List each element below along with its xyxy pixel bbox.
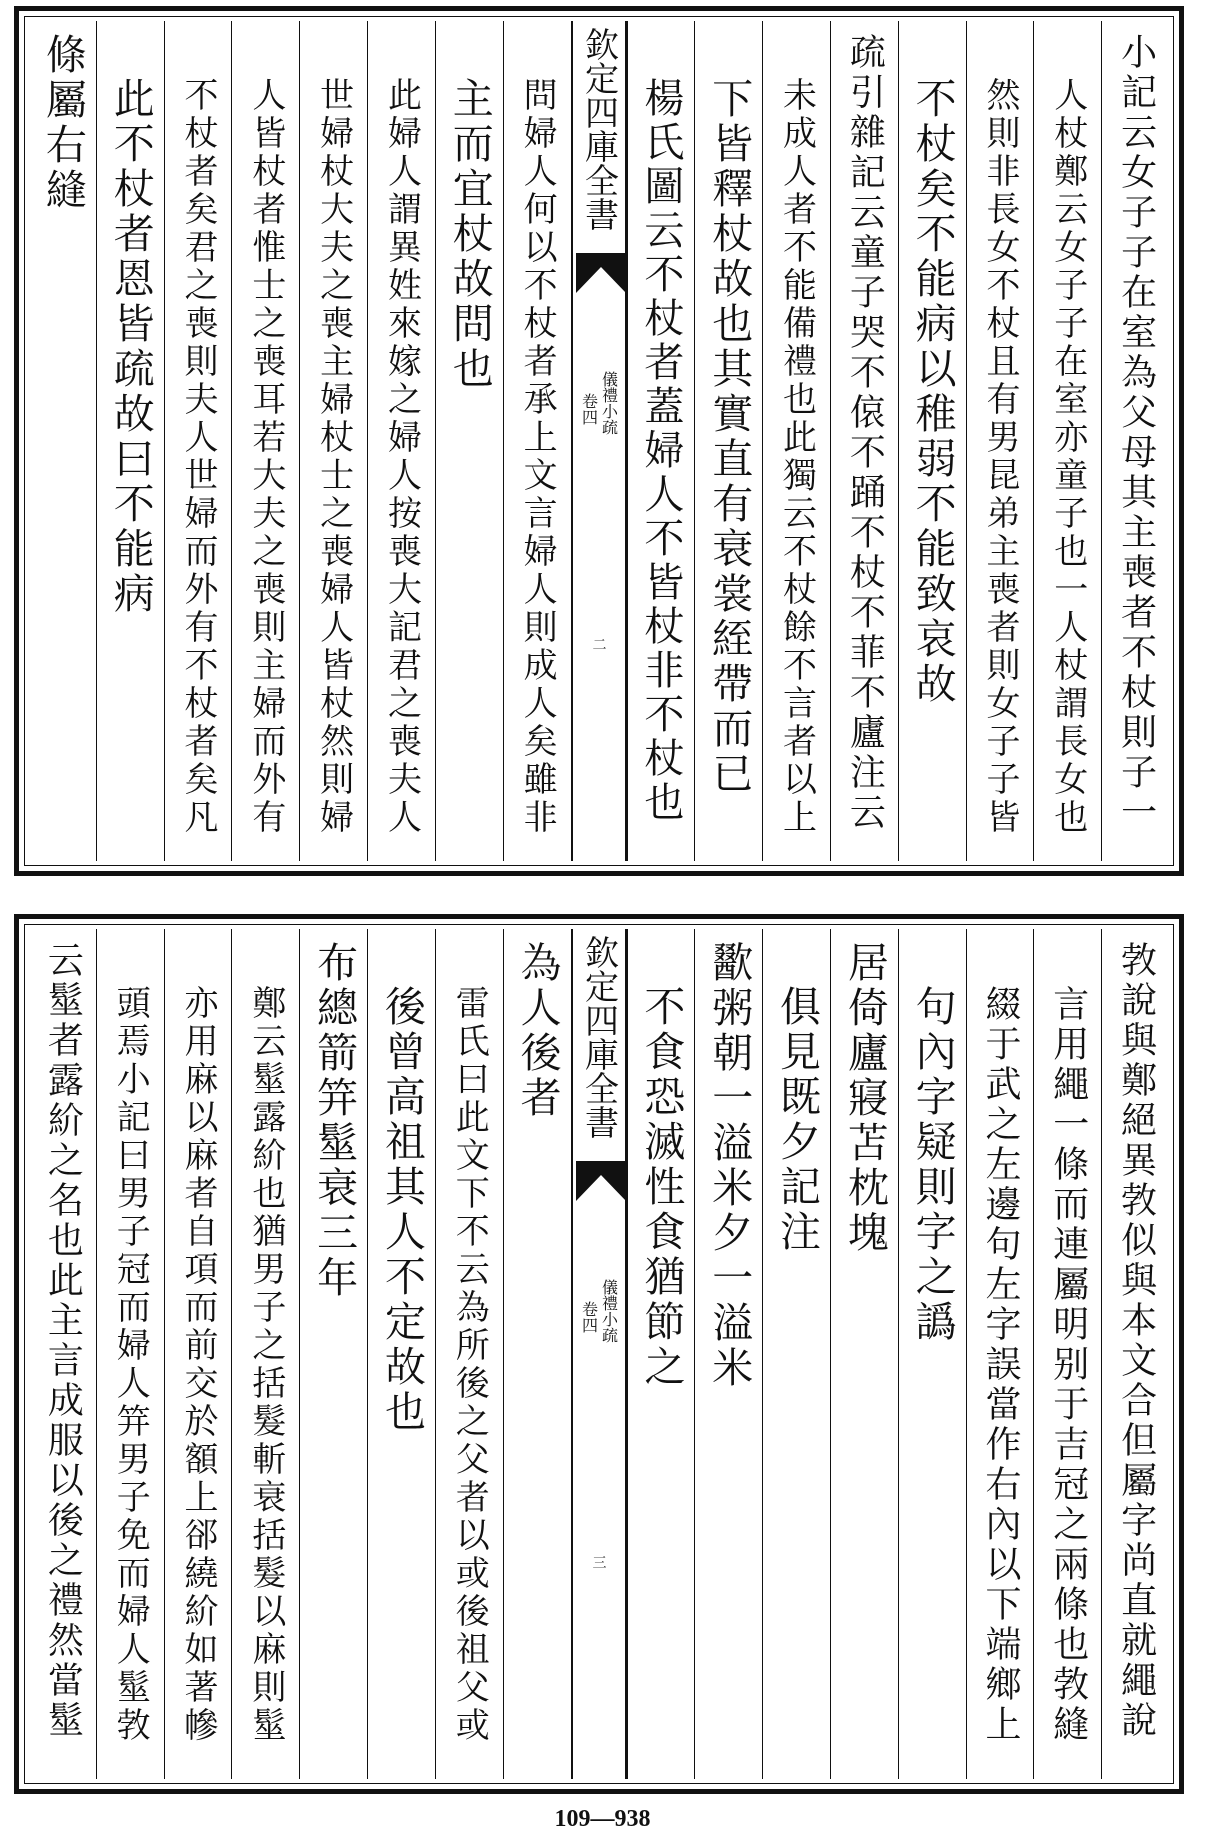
- text-column: [898, 21, 966, 861]
- text-column: [435, 21, 503, 861]
- column-text: 鄭云髽露紒也猶男子之括髮斬衰括髮以麻則髽: [245, 985, 286, 1745]
- text-column: [231, 21, 299, 861]
- upper-page: [14, 6, 1184, 876]
- center-sub-title: 儀禮小疏: [599, 1279, 619, 1343]
- text-column: [503, 929, 571, 1779]
- center-fold-column: [571, 21, 627, 861]
- text-column: [1033, 929, 1101, 1779]
- fishtail-ornament-icon: [576, 253, 626, 293]
- text-column: [694, 929, 762, 1779]
- column-text: 此婦人謂異姓來嫁之婦人按喪大記君之喪夫人: [381, 77, 422, 837]
- column-text: 後曾高祖其人不定故也: [377, 985, 426, 1435]
- column-text: 句內字疑則字之譌: [908, 985, 957, 1345]
- column-text: 居倚廬寢苫枕塊: [840, 941, 889, 1256]
- column-text: 頭焉小記曰男子冠而婦人笄男子免而婦人髽㪍: [110, 985, 151, 1745]
- text-column: [367, 21, 435, 861]
- column-text: 亦用麻以麻者自項而前交於額上郤繞紒如著幓: [178, 985, 219, 1745]
- text-column: [830, 929, 898, 1779]
- column-text: 布總箭笄髽衰三年: [310, 941, 359, 1301]
- column-text: 云髽者露紒之名也此主言成服以後之禮然當髽: [42, 941, 84, 1741]
- text-column: [367, 929, 435, 1779]
- text-column: [299, 929, 367, 1779]
- text-column: [694, 21, 762, 861]
- folio-number: 二: [590, 637, 607, 651]
- text-column: [164, 929, 232, 1779]
- column-text: 為人後者: [513, 941, 562, 1121]
- column-text: 綴于武之左邊句左字誤當作右內以下端鄉上: [979, 985, 1021, 1745]
- text-column: [627, 21, 695, 861]
- column-text: 條屬右縫: [38, 33, 87, 213]
- column-text: 歠粥朝一溢米夕一溢米: [705, 941, 754, 1391]
- text-column: [1101, 929, 1169, 1779]
- center-fold-column: [571, 929, 627, 1779]
- column-text: 主而宜杖故問也: [445, 77, 494, 392]
- column-text: 不杖者矣君之喪則夫人世婦而外有不杖者矣凡: [178, 77, 219, 837]
- fishtail-ornament-icon: [576, 1161, 626, 1201]
- column-text: 人皆杖者惟士之喪耳若大夫之喪則主婦而外有: [245, 77, 286, 837]
- column-text: 言用繩一條而連屬明别于吉冠之兩條也㪍縫: [1047, 985, 1089, 1745]
- column-text: 問婦人何以不杖者承上文言婦人則成人矣雖非: [517, 77, 558, 837]
- text-column: [762, 21, 830, 861]
- column-text: 小記云女子子在室為父母其主喪者不杖則子一: [1115, 33, 1157, 833]
- column-text: 此不杖者恩皆疏故曰不能病: [106, 77, 155, 617]
- lower-page: [14, 914, 1184, 1794]
- text-column: [966, 21, 1034, 861]
- text-column: [627, 929, 695, 1779]
- column-text: 㪍說與鄭絕異㪍似與本文合但屬字尚直就繩說: [1115, 941, 1157, 1741]
- text-column: [96, 929, 164, 1779]
- column-text: 雷氏曰此文下不云為所後之父者以或後祖父或: [449, 985, 490, 1745]
- column-text: 不杖矣不能病以稚弱不能致哀故: [908, 77, 957, 707]
- text-column: [1101, 21, 1169, 861]
- column-text: 楊氏圖云不杖者蓋婦人不皆杖非不杖也: [637, 77, 684, 825]
- text-column: [1033, 21, 1101, 861]
- page-number: 109—938: [554, 1806, 651, 1832]
- text-column: [503, 21, 571, 861]
- upper-page-columns: [29, 21, 1169, 861]
- lower-page-columns: [29, 929, 1169, 1779]
- folio-number: 三: [590, 1555, 607, 1569]
- text-column: [164, 21, 232, 861]
- text-column: [898, 929, 966, 1779]
- column-text: 然則非長女不杖且有男昆弟主喪者則女子子皆: [979, 77, 1020, 837]
- center-volume: 卷四: [579, 393, 599, 425]
- column-text: 疏引雜記云童子哭不偯不踊不杖不菲不廬注云: [844, 33, 886, 833]
- text-column: [830, 21, 898, 861]
- center-book-title: 欽定四庫全書: [578, 27, 619, 231]
- text-column: [29, 21, 96, 861]
- center-book-title: 欽定四庫全書: [578, 935, 619, 1139]
- column-text: 未成人者不能備禮也此獨云不杖餘不言者以上: [776, 77, 817, 837]
- text-column: [29, 929, 96, 1779]
- text-column: [231, 929, 299, 1779]
- text-column: [762, 929, 830, 1779]
- column-text: 下皆釋杖故也其實直有衰裳絰帶而已: [705, 77, 754, 797]
- text-column: [966, 929, 1034, 1779]
- text-column: [96, 21, 164, 861]
- column-text: 不食恐滅性食猶節之: [637, 985, 686, 1390]
- text-column: [299, 21, 367, 861]
- column-text: 人杖鄭云女子子在室亦童子也一人杖謂長女也: [1047, 77, 1088, 837]
- column-text: 世婦杖大夫之喪主婦杖士之喪婦人皆杖然則婦: [313, 77, 354, 837]
- center-sub-title: 儀禮小疏: [599, 371, 619, 435]
- center-volume: 卷四: [579, 1301, 599, 1333]
- column-text: 俱見既夕記注: [773, 985, 822, 1255]
- text-column: [435, 929, 503, 1779]
